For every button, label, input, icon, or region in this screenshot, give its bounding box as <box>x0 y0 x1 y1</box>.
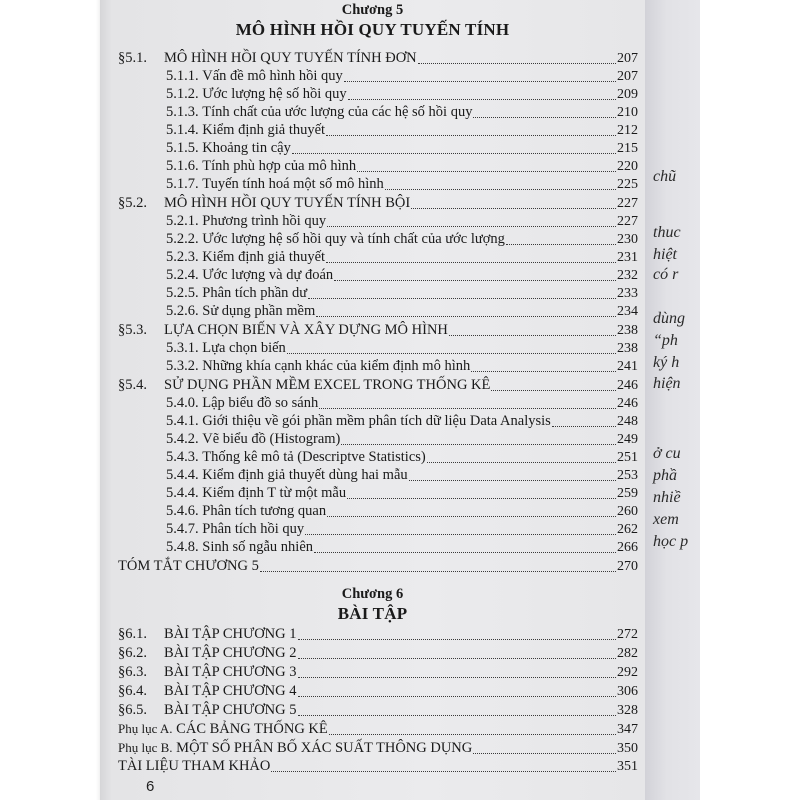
adjacent-text-fragment: học p <box>653 533 689 550</box>
item-title: Lập biểu đồ so sánh <box>202 395 319 411</box>
toc-item-5-1-7[interactable] <box>166 176 638 194</box>
item-title: Tuyến tính hoá một số mô hình <box>202 176 384 192</box>
leader-dots <box>427 462 616 463</box>
toc-item-5-2-4[interactable] <box>166 267 638 285</box>
item-title: Thống kê mô tả (Descriptve Statistics) <box>202 449 426 465</box>
item-number: 5.1.1. <box>166 68 199 84</box>
leader-dots <box>347 498 616 499</box>
leader-dots <box>334 280 616 281</box>
toc-item-5-4-8[interactable] <box>166 539 638 557</box>
section-number: §5.1. <box>118 50 147 66</box>
leader-dots <box>316 316 616 317</box>
leader-dots <box>348 99 616 100</box>
toc-item-5-4-7[interactable] <box>166 521 638 539</box>
leader-dots <box>329 734 616 735</box>
leader-dots <box>326 262 616 263</box>
section-title: BÀI TẬP CHƯƠNG 1 <box>164 626 297 642</box>
adjacent-page-strip <box>645 0 700 800</box>
item-number: 5.2.2. <box>166 231 199 247</box>
leader-dots <box>473 753 616 754</box>
page-ref: 328 <box>617 703 638 718</box>
toc-section-5-4[interactable] <box>118 377 638 395</box>
leader-dots <box>314 552 616 553</box>
item-title: Giới thiệu về gói phần mềm phân tích dữ liệu Data Analysis <box>202 413 551 429</box>
item-title: Kiểm định giả thuyết <box>202 122 326 138</box>
adjacent-text-fragment: hiệt <box>653 246 677 263</box>
toc-section-6-1[interactable] <box>118 626 638 644</box>
adjacent-text-fragment: “ph <box>653 332 678 349</box>
toc-section-6-2[interactable] <box>118 645 638 663</box>
section-number: §6.2. <box>118 645 147 661</box>
item-title: Phân tích hồi quy <box>202 521 305 537</box>
page-ref: 233 <box>617 286 638 301</box>
item-title: Kiểm định giả thuyết <box>202 249 326 265</box>
chapter-6-label: Chương 6 <box>341 586 404 602</box>
leader-dots <box>344 81 616 82</box>
leader-dots <box>491 390 616 391</box>
leader-dots <box>260 571 616 572</box>
page-ref: 260 <box>617 504 638 519</box>
page-ref: 251 <box>617 450 638 465</box>
references-title: TÀI LIỆU THAM KHẢO <box>118 758 271 774</box>
item-number: 5.2.6. <box>166 303 199 319</box>
page-ref: 207 <box>617 69 638 84</box>
leader-dots <box>308 298 616 299</box>
toc-appendix-b[interactable] <box>118 740 638 758</box>
toc-item-5-4-2[interactable] <box>166 431 638 449</box>
leader-dots <box>418 63 616 64</box>
toc-appendix-a[interactable] <box>118 721 638 739</box>
item-title: Ước lượng hệ số hồi quy và tính chất của ước lượng <box>202 231 505 247</box>
item-number: 5.1.2. <box>166 86 199 102</box>
page-ref: 351 <box>617 759 638 774</box>
section-title: BÀI TẬP CHƯƠNG 3 <box>164 664 297 680</box>
toc-item-5-4-0[interactable] <box>166 395 638 413</box>
chapter-5-title: MÔ HÌNH HỒI QUY TUYẾN TÍNH <box>235 20 510 39</box>
toc-item-5-1-3[interactable] <box>166 104 638 122</box>
page-ref: 238 <box>617 341 638 356</box>
section-title: LỰA CHỌN BIẾN VÀ XÂY DỰNG MÔ HÌNH <box>164 322 448 338</box>
leader-dots <box>552 426 616 427</box>
item-title: Vẽ biểu đồ (Histogram) <box>202 431 341 447</box>
page-ref: 253 <box>617 468 638 483</box>
leader-dots <box>298 696 617 697</box>
appendix-prefix: Phụ lục B. <box>118 740 173 755</box>
section-number: §5.4. <box>118 377 147 393</box>
toc-item-5-2-6[interactable] <box>166 303 638 321</box>
page-ref: 209 <box>617 87 638 102</box>
toc-item-5-1-4[interactable] <box>166 122 638 140</box>
toc-item-5-2-3[interactable] <box>166 249 638 267</box>
leader-dots <box>506 244 616 245</box>
leader-dots <box>409 480 616 481</box>
page-ref: 231 <box>617 250 638 265</box>
item-number: 5.4.3. <box>166 449 199 465</box>
item-number: 5.1.6. <box>166 158 199 174</box>
page-ref: 246 <box>617 396 638 411</box>
adjacent-text-fragment: hiện <box>653 375 681 392</box>
leader-dots <box>319 408 616 409</box>
item-number: 5.2.5. <box>166 285 199 301</box>
toc-section-6-4[interactable] <box>118 683 638 701</box>
toc-item-5-2-1[interactable] <box>166 213 638 231</box>
adjacent-text-fragment: ở cu <box>653 445 681 462</box>
toc-item-5-2-5[interactable] <box>166 285 638 303</box>
toc-summary-chapter-5[interactable] <box>118 558 638 576</box>
toc-item-5-4-1[interactable] <box>166 413 638 431</box>
leader-dots <box>298 639 617 640</box>
page-ref: 232 <box>617 268 638 283</box>
page-ref: 212 <box>617 123 638 138</box>
toc-section-5-1[interactable] <box>118 50 638 68</box>
page-ref: 234 <box>617 304 638 319</box>
toc-item-5-4-3[interactable] <box>166 449 638 467</box>
item-number: 5.2.4. <box>166 267 199 283</box>
item-number: 5.3.1. <box>166 340 199 356</box>
toc-item-5-3-1[interactable] <box>166 340 638 358</box>
toc-item-5-4-6[interactable] <box>166 503 638 521</box>
toc-item-5-1-2[interactable] <box>166 86 638 104</box>
section-number: §6.3. <box>118 664 147 680</box>
leader-dots <box>471 371 616 372</box>
leader-dots <box>327 226 616 227</box>
adjacent-text-fragment: xem <box>653 511 679 528</box>
item-title: Những khía cạnh khác của kiểm định mô hình <box>202 358 471 374</box>
page-ref: 220 <box>617 159 638 174</box>
item-title: Ước lượng và dự đoán <box>202 267 334 283</box>
item-title: Kiểm định giả thuyết dùng hai mẫu <box>202 467 408 483</box>
section-number: §6.4. <box>118 683 147 699</box>
leader-dots <box>449 335 616 336</box>
item-number: 5.4.2. <box>166 431 199 447</box>
item-number: 5.1.5. <box>166 140 199 156</box>
item-title: Tính phù hợp của mô hình <box>202 158 357 174</box>
section-title: BÀI TẬP CHƯƠNG 4 <box>164 683 297 699</box>
page-ref: 227 <box>617 214 638 229</box>
toc-item-5-2-2[interactable] <box>166 231 638 249</box>
item-number: 5.2.1. <box>166 213 199 229</box>
leader-dots <box>327 516 616 517</box>
item-title: Phân tích phần dư <box>202 285 308 301</box>
item-title: Ước lượng hệ số hồi quy <box>202 86 347 102</box>
page-ref: 292 <box>617 665 638 680</box>
item-title: Khoảng tin cậy <box>202 140 291 156</box>
item-title: Sinh số ngẫu nhiên <box>202 539 314 555</box>
toc-section-6-3[interactable] <box>118 664 638 682</box>
leader-dots <box>271 771 616 772</box>
item-number: 5.4.1. <box>166 413 199 429</box>
toc-section-5-3[interactable] <box>118 322 638 340</box>
leader-dots <box>326 135 616 136</box>
leader-dots <box>305 534 616 535</box>
appendix-prefix: Phụ lục A. <box>118 721 173 736</box>
page-ref: 262 <box>617 522 638 537</box>
page-ref: 246 <box>617 378 638 393</box>
toc-item-5-3-2[interactable] <box>166 358 638 376</box>
page-ref: 306 <box>617 684 638 699</box>
leader-dots <box>298 658 617 659</box>
leader-dots <box>473 117 616 118</box>
page-number: 6 <box>146 778 155 795</box>
page-ref: 238 <box>617 323 638 338</box>
page-ref: 282 <box>617 646 638 661</box>
item-number: 5.4.4. <box>166 467 199 483</box>
section-title: BÀI TẬP CHƯƠNG 2 <box>164 645 297 661</box>
item-number: 5.1.4. <box>166 122 199 138</box>
item-number: 5.4.8. <box>166 539 199 555</box>
item-number: 5.1.7. <box>166 176 199 192</box>
leader-dots <box>287 353 616 354</box>
item-number: 5.4.4. <box>166 485 199 501</box>
adjacent-text-fragment: dùng <box>653 310 685 327</box>
leader-dots <box>341 444 616 445</box>
toc-section-5-2[interactable] <box>118 195 638 213</box>
page-ref: 230 <box>617 232 638 247</box>
section-number: §6.1. <box>118 626 147 642</box>
adjacent-text-fragment: nhiề <box>653 489 681 506</box>
page-ref: 350 <box>617 741 638 756</box>
toc-item-5-1-6[interactable] <box>166 158 638 176</box>
section-title: MÔ HÌNH HỒI QUY TUYẾN TÍNH ĐƠN <box>164 50 417 66</box>
page-ref: 270 <box>617 559 638 574</box>
section-number: §5.3. <box>118 322 147 338</box>
leader-dots <box>298 677 617 678</box>
toc-item-5-1-5[interactable] <box>166 140 638 158</box>
page-ref: 259 <box>617 486 638 501</box>
item-number: 5.3.2. <box>166 358 199 374</box>
page-ref: 207 <box>617 51 638 66</box>
section-title: SỬ DỤNG PHẦN MỀM EXCEL TRONG THỐNG KÊ <box>164 377 491 393</box>
chapter-6-title: BÀI TẬP <box>337 604 408 623</box>
toc-item-5-4-4b[interactable] <box>166 485 638 503</box>
toc-page <box>100 0 645 800</box>
section-number: §5.2. <box>118 195 147 211</box>
toc-section-6-5[interactable] <box>118 702 638 720</box>
page-ref: 248 <box>617 414 638 429</box>
adjacent-text-fragment: thuc <box>653 224 681 241</box>
leader-dots <box>292 153 616 154</box>
section-number: §6.5. <box>118 702 147 718</box>
page-ref: 227 <box>617 196 638 211</box>
toc-item-5-1-1[interactable] <box>166 68 638 86</box>
page-ref: 225 <box>617 177 638 192</box>
item-title: Vấn đề mô hình hồi quy <box>202 68 343 84</box>
leader-dots <box>298 715 617 716</box>
toc-references[interactable] <box>118 758 638 776</box>
toc-item-5-4-4a[interactable] <box>166 467 638 485</box>
chapter-5-label: Chương 5 <box>341 2 404 18</box>
page-ref: 272 <box>617 627 638 642</box>
page-ref: 249 <box>617 432 638 447</box>
page-ref: 210 <box>617 105 638 120</box>
adjacent-text-fragment: ký h <box>653 354 680 371</box>
item-number: 5.4.7. <box>166 521 199 537</box>
section-title: MÔ HÌNH HỒI QUY TUYẾN TÍNH BỘI <box>164 195 411 211</box>
summary-title: TÓM TẮT CHƯƠNG 5 <box>118 558 259 574</box>
page-ref: 215 <box>617 141 638 156</box>
section-title: BÀI TẬP CHƯƠNG 5 <box>164 702 297 718</box>
item-number: 5.2.3. <box>166 249 199 265</box>
adjacent-text-fragment: phầ <box>653 467 677 484</box>
leader-dots <box>385 189 616 190</box>
item-title: Phương trình hồi quy <box>202 213 327 229</box>
page-ref: 266 <box>617 540 638 555</box>
item-number: 5.4.0. <box>166 395 199 411</box>
page-ref: 347 <box>617 722 638 737</box>
leader-dots <box>357 171 616 172</box>
leader-dots <box>411 208 616 209</box>
item-title: Sử dụng phần mềm <box>202 303 316 319</box>
adjacent-text-fragment: có r <box>653 266 679 283</box>
adjacent-text-fragment: chũ <box>653 168 677 185</box>
appendix-title: MỘT SỐ PHÂN BỐ XÁC SUẤT THÔNG DỤNG <box>176 740 473 756</box>
page-ref: 241 <box>617 359 638 374</box>
item-title: Kiểm định T từ một mẫu <box>202 485 347 501</box>
item-number: 5.1.3. <box>166 104 199 120</box>
item-title: Tính chất của ước lượng của các hệ số hồi quy <box>202 104 473 120</box>
item-title: Lựa chọn biến <box>202 340 286 356</box>
item-title: Phân tích tương quan <box>202 503 327 519</box>
appendix-title: CÁC BẢNG THỐNG KÊ <box>176 721 328 737</box>
item-number: 5.4.6. <box>166 503 199 519</box>
